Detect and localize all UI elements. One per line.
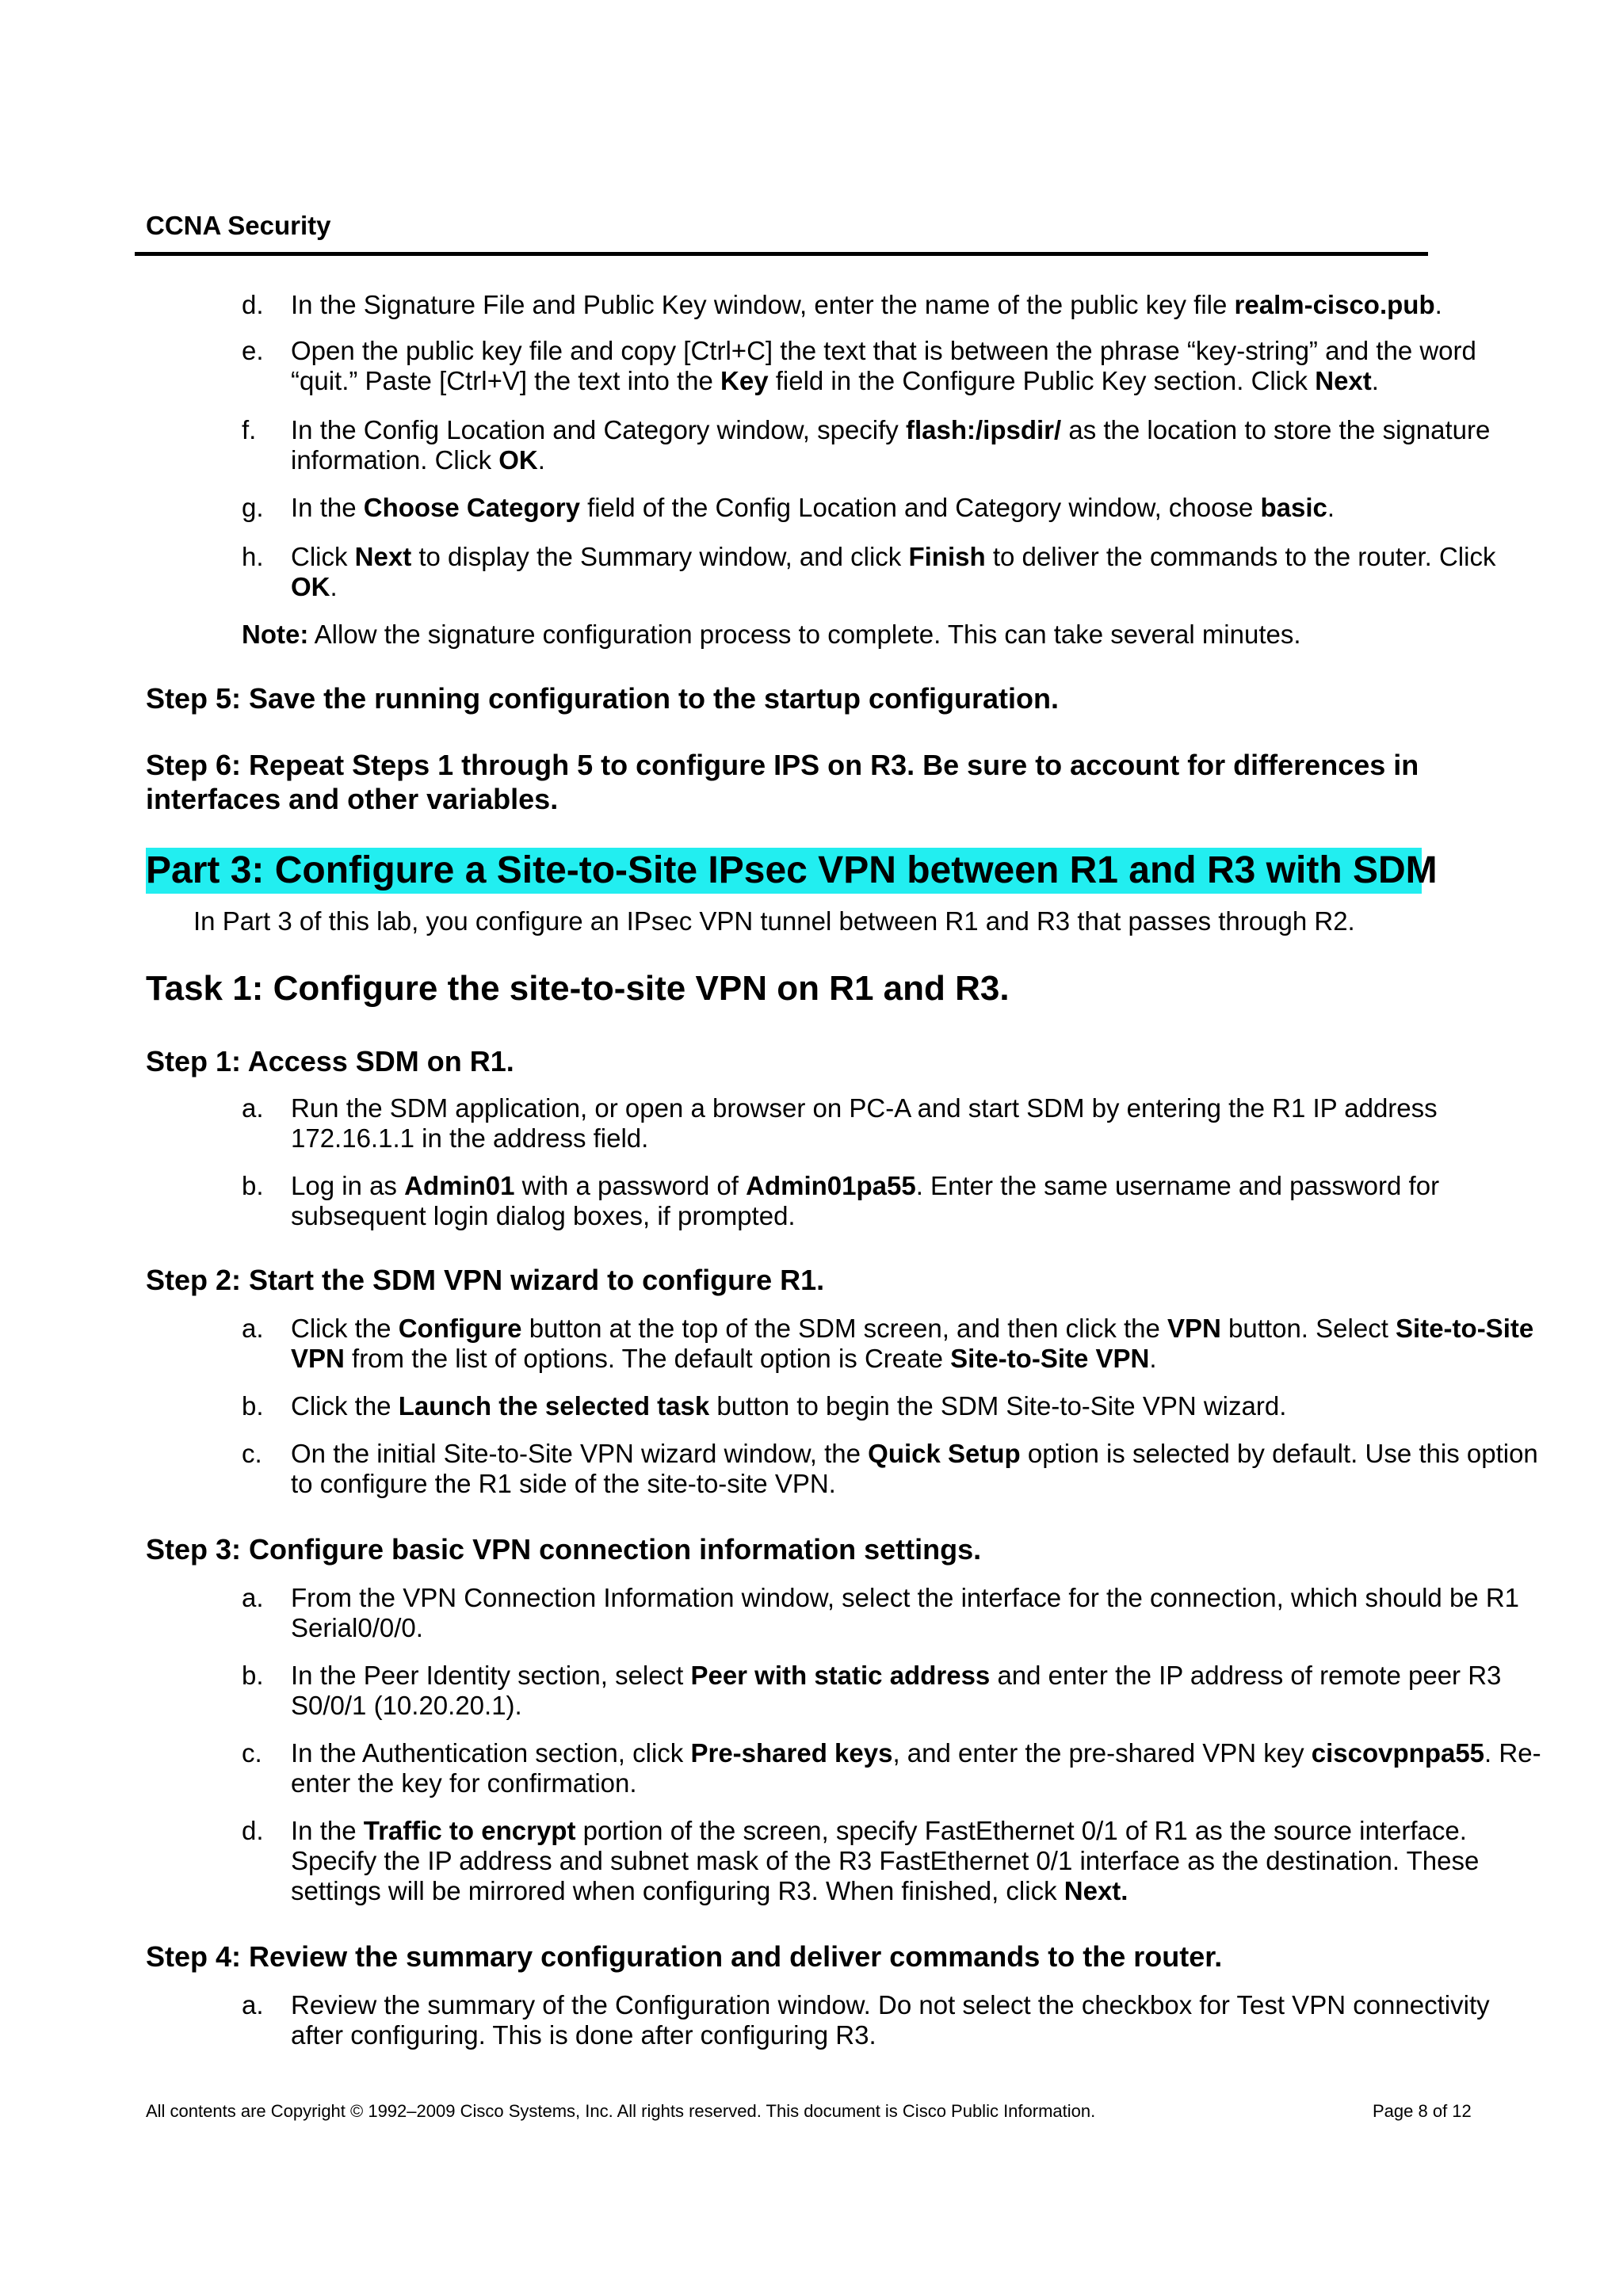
list-item-marker: b. (242, 1661, 264, 1690)
list-item-marker: f. (242, 415, 257, 444)
step-1-heading: Step 1: Access SDM on R1. (146, 1045, 514, 1077)
list-item-marker: c. (242, 1439, 262, 1468)
list-item-text: In the Traffic to encrypt portion of the screen, specify FastEthernet 0/1 of R1 as the source interface. Specify the IP address and subnet mask of the R3 FastEthernet 0/1 interface as the destination. These settings will be mirrored when configuring R3. When finished, click Next. (291, 1816, 1480, 1905)
list-item-text: Log in as Admin01 with a password of Admin01pa55. Enter the same username and password for subsequent login dialog boxes, if prompted. (291, 1171, 1440, 1230)
list-item-marker: a. (242, 1990, 264, 2019)
list-item-marker: b. (242, 1391, 264, 1421)
list-item-text: In the Authentication section, click Pre-shared keys, and enter the pre-shared VPN key ciscovpnpa55. Re-enter the key for confirmation. (291, 1738, 1541, 1798)
step-5-heading: Step 5: Save the running configuration to the startup configuration. (146, 682, 1060, 715)
note (242, 620, 1510, 650)
list-item-text: From the VPN Connection Information window, select the interface for the connection, which should be R1 Serial0/0/0. (291, 1583, 1520, 1642)
step-6-heading: Step 6: Repeat Steps 1 through 5 to configure IPS on R3. Be sure to account for differences in interfaces and other variables. (146, 749, 1419, 815)
list-item-marker: e. (242, 336, 264, 365)
step-2-heading: Step 2: Start the SDM VPN wizard to configure R1. (146, 1264, 825, 1296)
footer-copyright: All contents are Copyright © 1992–2009 Cisco Systems, Inc. All rights reserved. This document is Cisco Public Information. (146, 2101, 1096, 2121)
list-item-text: In the Choose Category field of the Config Location and Category window, choose basic. (291, 493, 1335, 522)
list-item-text: Open the public key file and copy [Ctrl+C] the text that is between the phrase “key-string” and the word “quit.” Paste [Ctrl+V] the text into the Key field in the Configure Public Key section. Click Next. (291, 336, 1476, 395)
footer-page-number: Page 8 of 12 (1373, 2101, 1472, 2121)
document-header: CCNA Security (146, 211, 331, 240)
list-item-text: Review the summary of the Configuration window. Do not select the checkbox for Test VPN connectivity after configuring. This is done after configuring R3. (291, 1990, 1490, 2050)
list-item-marker: h. (242, 542, 264, 571)
list-item-marker: g. (242, 493, 264, 522)
list-item-text: Click the Launch the selected task button to begin the SDM Site-to-Site VPN wizard. (291, 1391, 1287, 1421)
list-item-text: On the initial Site-to-Site VPN wizard window, the Quick Setup option is selected by default. Use this option to configure the R1 side of the site-to-site VPN. (291, 1439, 1538, 1498)
note-label: Note: (242, 620, 309, 649)
list-item-marker: d. (242, 290, 264, 319)
list-item-marker: a. (242, 1093, 264, 1123)
step-3-heading: Step 3: Configure basic VPN connection information settings. (146, 1533, 982, 1566)
list-item-marker: a. (242, 1314, 264, 1343)
part-3-heading: Part 3: Configure a Site-to-Site IPsec VPN between R1 and R3 with SDM (146, 848, 1422, 894)
list-item-marker: d. (242, 1816, 264, 1845)
part-3-intro: In Part 3 of this lab, you configure an IPsec VPN tunnel between R1 and R3 that passes through R2. (193, 906, 1355, 936)
list-item-marker: c. (242, 1738, 262, 1768)
list-item-marker: a. (242, 1583, 264, 1612)
list-item-text: Run the SDM application, or open a browser on PC-A and start SDM by entering the R1 IP address 172.16.1.1 in the address field. (291, 1093, 1438, 1153)
list-item-text: Click Next to display the Summary window, and click Finish to deliver the commands to the router. Click OK. (291, 542, 1496, 601)
task-1-heading: Task 1: Configure the site-to-site VPN on R1 and R3. (146, 969, 1010, 1008)
list-item-text: Click the Configure button at the top of the SDM screen, and then click the VPN button. Select Site-to-Site VPN from the list of options. The default option is Create Site-to-Site VPN. (291, 1314, 1534, 1373)
list-item-text: In the Peer Identity section, select Peer with static address and enter the IP address of remote peer R3 S0/0/1 (10.20.20.1). (291, 1661, 1502, 1720)
note-text: Allow the signature configuration process to complete. This can take several minutes. (308, 620, 1301, 649)
header-rule (135, 252, 1428, 256)
list-item-marker: b. (242, 1171, 264, 1200)
step-4-heading: Step 4: Review the summary configuration and deliver commands to the router. (146, 1940, 1223, 1973)
list-item-text: In the Signature File and Public Key window, enter the name of the public key file realm-cisco.pub. (291, 290, 1442, 319)
list-item-text: In the Config Location and Category window, specify flash:/ipsdir/ as the location to store the signature information. Click OK. (291, 415, 1491, 475)
